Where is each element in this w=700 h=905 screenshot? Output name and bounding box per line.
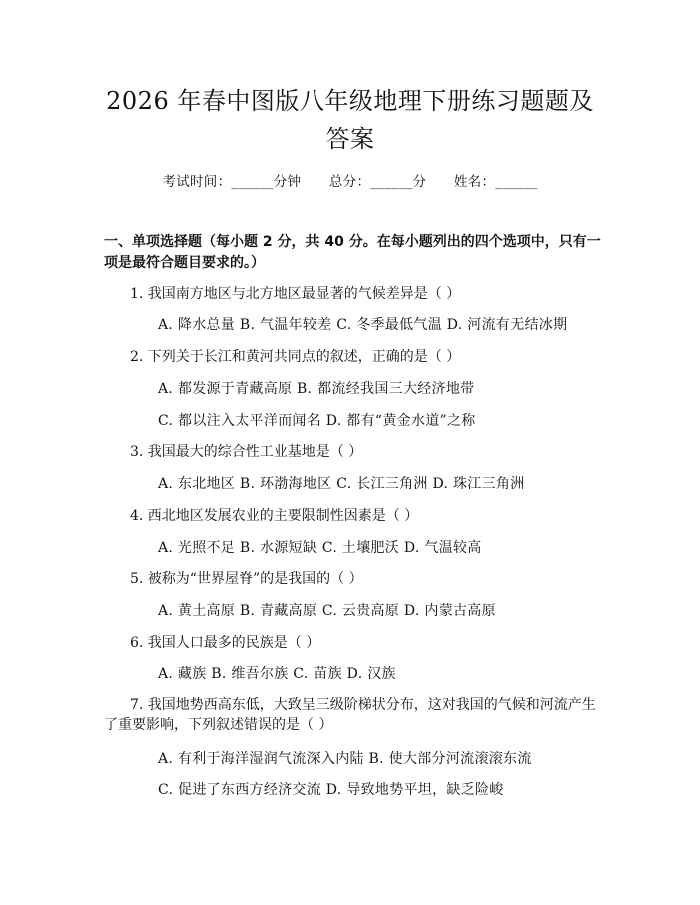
question-2-stem: 2. 下列关于长江和黄河共同点的叙述，正确的是（ ）	[130, 349, 461, 365]
question-4-options: A. 光照不足 B. 水源短缺 C. 土壤肥沃 D. 气温较高	[158, 540, 482, 556]
question-1-options: A. 降水总量 B. 气温年较差 C. 冬季最低气温 D. 河流有无结冰期	[158, 317, 568, 333]
question-4-stem: 4. 西北地区发展农业的主要限制性因素是（ ）	[130, 508, 419, 524]
question-7-options-c-d: C. 促进了东西方经济交流 D. 导致地势平坦，缺乏险峻	[158, 782, 504, 798]
title-line-2: 答案	[325, 125, 375, 153]
exam-meta-line	[0, 170, 700, 190]
question-2-options-a-b: A. 都发源于青藏高原 B. 都流经我国三大经济地带	[158, 381, 475, 397]
question-5-options: A. 黄土高原 B. 青藏高原 C. 云贵高原 D. 内蒙古高原	[158, 603, 496, 619]
question-2-options-c-d: C. 都以注入太平洋而闻名 D. 都有“黄金水道”之称	[158, 413, 476, 429]
exam-meta-text: 考试时间：______分钟 总分：______分 姓名：______	[162, 174, 538, 190]
question-1-stem: 1. 我国南方地区与北方地区最显著的气候差异是（ ）	[130, 286, 461, 302]
question-3-stem: 3. 我国最大的综合性工业基地是（ ）	[130, 444, 363, 460]
question-6-options: A. 藏族 B. 维吾尔族 C. 苗族 D. 汉族	[158, 666, 396, 682]
section-heading: 一、单项选择题（每小题 2 分，共 40 分。在每小题列出的四个选项中，只有一项是最符合题目要求的。）	[104, 234, 601, 271]
question-7-stem: 7. 我国地势西高东低，大致呈三级阶梯状分布，这对我国的气候和河流产生了重要影响，下列叙述错误的是（ ）	[104, 697, 596, 733]
document-title	[70, 82, 630, 158]
title-line-1: 2026 年春中图版八年级地理下册练习题题及	[106, 87, 594, 115]
question-5-stem: 5. 被称为“世界屋脊”的是我国的（ ）	[130, 571, 363, 587]
question-3-options: A. 东北地区 B. 环渤海地区 C. 长江三角洲 D. 珠江三角洲	[158, 476, 525, 492]
question-7-options-a-b: A. 有利于海洋湿润气流深入内陆 B. 使大部分河流滚滚东流	[158, 751, 532, 767]
question-6-stem: 6. 我国人口最多的民族是（ ）	[130, 635, 321, 651]
